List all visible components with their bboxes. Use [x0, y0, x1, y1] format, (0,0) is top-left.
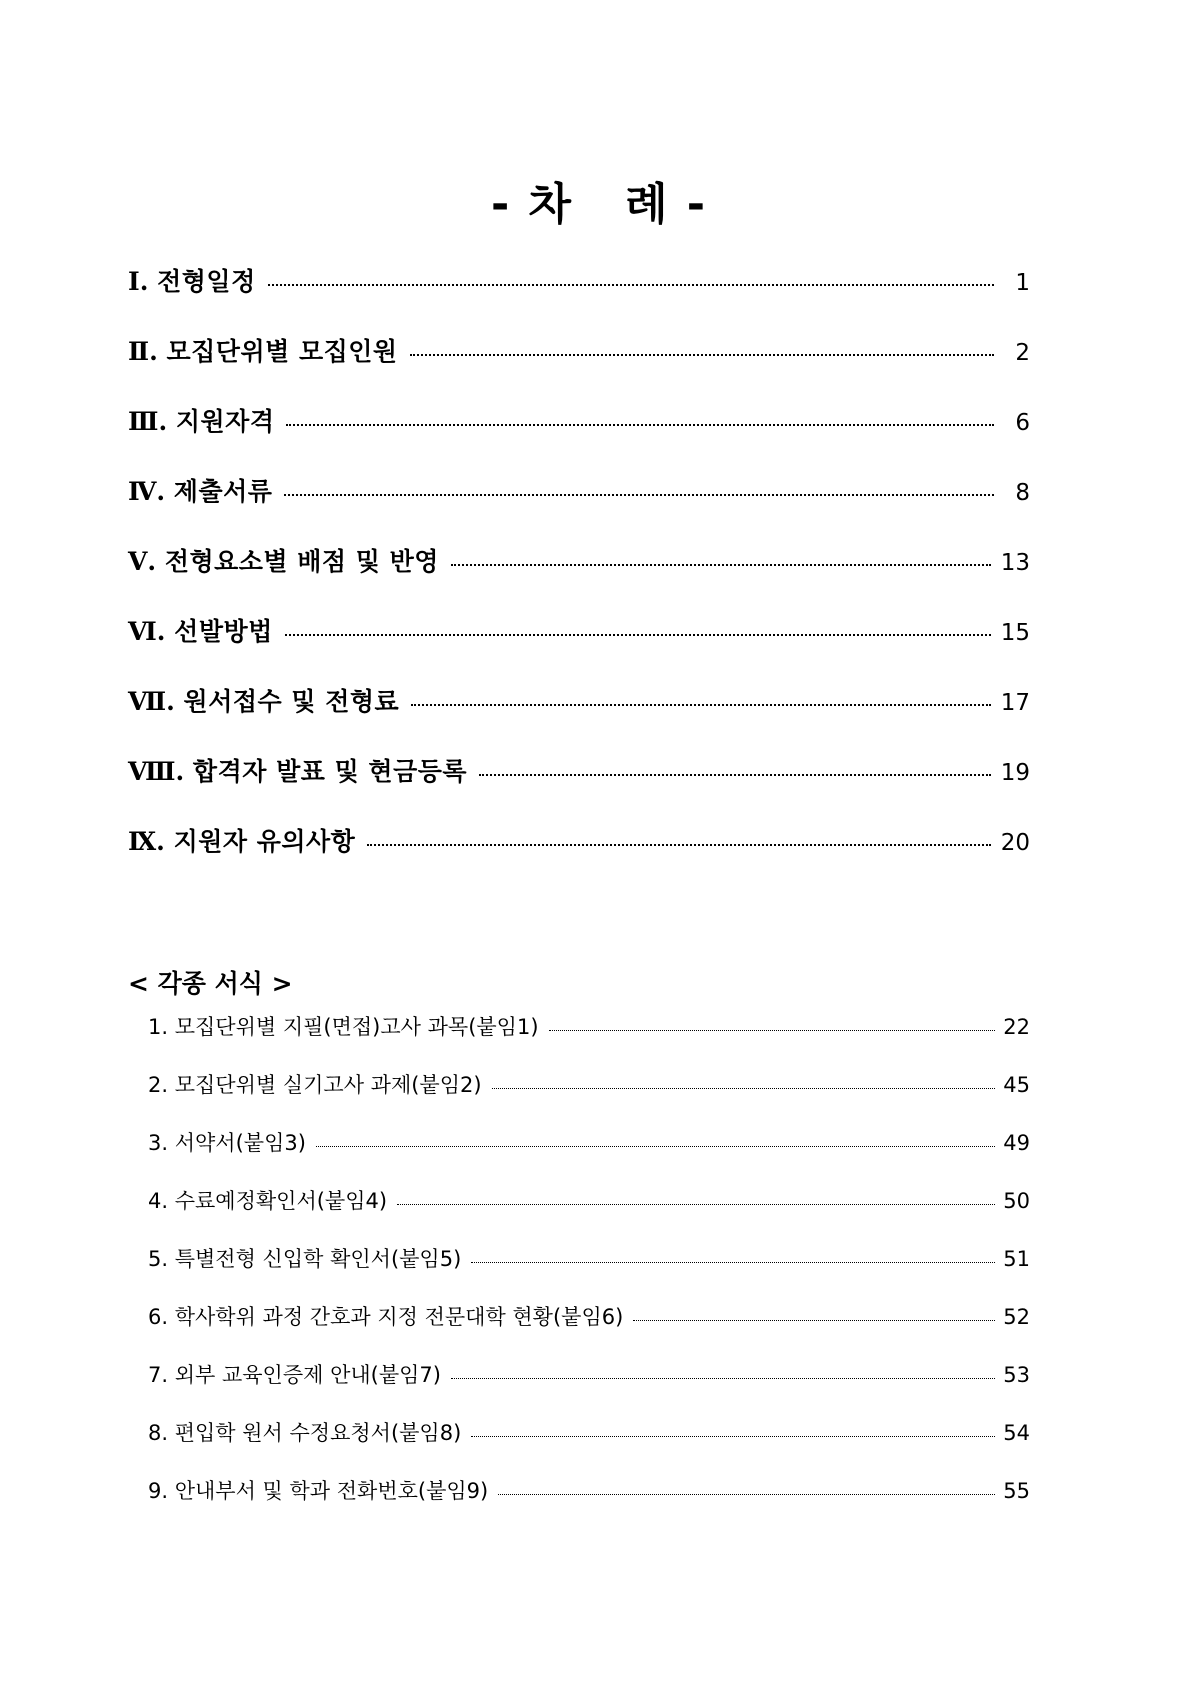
- toc-subentry-number: 3.: [148, 1131, 169, 1155]
- toc-subentry-label: 특별전형 신입학 확인서(붙임5): [174, 1247, 462, 1271]
- dot-leader: [492, 1088, 996, 1089]
- toc-subentry-3[interactable]: [148, 1127, 1030, 1157]
- toc-subentry-5[interactable]: [148, 1243, 1030, 1273]
- toc-entry-number: Ⅷ.: [128, 757, 185, 786]
- toc-subentry-number: 1.: [148, 1015, 169, 1039]
- toc-entry-application[interactable]: [128, 682, 1030, 718]
- toc-subentry-label: 모집단위별 지필(면접)고사 과목(붙임1): [174, 1015, 539, 1039]
- toc-subentry-7[interactable]: [148, 1359, 1030, 1389]
- toc-subentry-9[interactable]: [148, 1475, 1030, 1505]
- toc-entry-quota[interactable]: [128, 332, 1030, 368]
- toc-entry-page: 19: [1000, 760, 1030, 786]
- dot-leader: [471, 1436, 995, 1437]
- toc-subentry-label: 외부 교육인증제 안내(붙임7): [174, 1363, 441, 1387]
- toc-subentry-label: 모집단위별 실기고사 과제(붙임2): [174, 1073, 482, 1097]
- toc-entry-notes[interactable]: [128, 822, 1030, 858]
- dot-leader: [284, 494, 994, 496]
- toc-subentry-page: 55: [1003, 1479, 1030, 1503]
- toc-entry-number: Ⅵ.: [128, 617, 166, 646]
- toc-subentry-number: 8.: [148, 1421, 169, 1445]
- toc-entry-documents[interactable]: [128, 472, 1030, 508]
- toc-entry-label: 지원자 유의사항: [173, 827, 356, 856]
- dot-leader: [411, 704, 991, 706]
- toc-subentry-6[interactable]: [148, 1301, 1030, 1331]
- toc-subentry-label: 서약서(붙임3): [174, 1131, 306, 1155]
- page-title: - 차 례 -: [490, 179, 708, 230]
- toc-entry-page: 1: [1015, 270, 1030, 296]
- toc-entry-number: Ⅱ.: [128, 337, 158, 366]
- toc-subentry-number: 5.: [148, 1247, 169, 1271]
- toc-subentry-4[interactable]: [148, 1185, 1030, 1215]
- toc-entry-scoring[interactable]: [128, 542, 1030, 578]
- toc-subentry-number: 4.: [148, 1189, 169, 1213]
- dot-leader: [633, 1320, 995, 1321]
- forms-section-heading: < 각종 서식 >: [128, 969, 293, 998]
- toc-subentry-page: 53: [1003, 1363, 1030, 1387]
- toc-entry-label: 선발방법: [174, 617, 273, 646]
- toc-entry-page: 17: [1000, 690, 1030, 716]
- dot-leader: [479, 774, 991, 776]
- toc-entry-number: Ⅲ.: [128, 407, 168, 436]
- dot-leader: [316, 1146, 995, 1147]
- toc-entry-eligibility[interactable]: [128, 402, 1030, 438]
- toc-entry-label: 전형요소별 배점 및 반영: [164, 547, 439, 576]
- toc-subentry-number: 6.: [148, 1305, 169, 1329]
- toc-subentry-number: 7.: [148, 1363, 169, 1387]
- toc-entry-label: 원서접수 및 전형료: [183, 687, 400, 716]
- toc-subentry-label: 안내부서 및 학과 전화번호(붙임9): [174, 1479, 489, 1503]
- toc-entry-schedule[interactable]: [128, 262, 1030, 298]
- dot-leader: [268, 284, 994, 286]
- toc-subentry-number: 2.: [148, 1073, 169, 1097]
- toc-subentry-page: 49: [1003, 1131, 1030, 1155]
- dot-leader: [367, 844, 990, 846]
- toc-entry-number: Ⅴ.: [128, 547, 157, 576]
- toc-subentry-page: 22: [1003, 1015, 1030, 1039]
- toc-entry-page: 2: [1015, 340, 1030, 366]
- toc-subentry-page: 52: [1003, 1305, 1030, 1329]
- toc-subentry-page: 50: [1003, 1189, 1030, 1213]
- dot-leader: [498, 1494, 995, 1495]
- toc-subentry-page: 45: [1003, 1073, 1030, 1097]
- toc-subentry-label: 수료예정확인서(붙임4): [174, 1189, 388, 1213]
- toc-entry-number: Ⅰ.: [128, 267, 149, 296]
- toc-entry-label: 지원자격: [175, 407, 275, 436]
- dot-leader: [285, 634, 991, 636]
- dot-leader: [549, 1030, 996, 1031]
- toc-entry-label: 제출서류: [173, 477, 273, 506]
- toc-subentry-1[interactable]: [148, 1011, 1030, 1041]
- toc-entry-page: 20: [1000, 830, 1030, 856]
- toc-entry-number: Ⅳ.: [128, 477, 166, 506]
- dot-leader: [451, 1378, 995, 1379]
- toc-entry-page: 15: [1000, 620, 1030, 646]
- dot-leader: [471, 1262, 995, 1263]
- toc-subentry-label: 학사학위 과정 간호과 지정 전문대학 현황(붙임6): [174, 1305, 624, 1329]
- toc-subentry-number: 9.: [148, 1479, 169, 1503]
- toc-entry-number: Ⅸ.: [128, 827, 165, 856]
- toc-entry-results[interactable]: [128, 752, 1030, 788]
- toc-subentry-page: 54: [1003, 1421, 1030, 1445]
- toc-entry-label: 모집단위별 모집인원: [166, 337, 398, 366]
- toc-entry-page: 6: [1015, 410, 1030, 436]
- toc-subentry-page: 51: [1003, 1247, 1030, 1271]
- toc-subentry-2[interactable]: [148, 1069, 1030, 1099]
- toc-entry-page: 8: [1015, 480, 1030, 506]
- dot-leader: [286, 424, 994, 426]
- toc-subentry-label: 편입학 원서 수정요청서(붙임8): [174, 1421, 462, 1445]
- dot-leader: [410, 354, 994, 356]
- toc-entry-page: 13: [1000, 550, 1030, 576]
- dot-leader: [397, 1204, 995, 1205]
- toc-subentry-8[interactable]: [148, 1417, 1030, 1447]
- toc-entry-selection[interactable]: [128, 612, 1030, 648]
- dot-leader: [451, 564, 991, 566]
- toc-entry-label: 전형일정: [157, 267, 256, 296]
- toc-entry-number: Ⅶ.: [128, 687, 175, 716]
- toc-entry-label: 합격자 발표 및 현금등록: [192, 757, 468, 786]
